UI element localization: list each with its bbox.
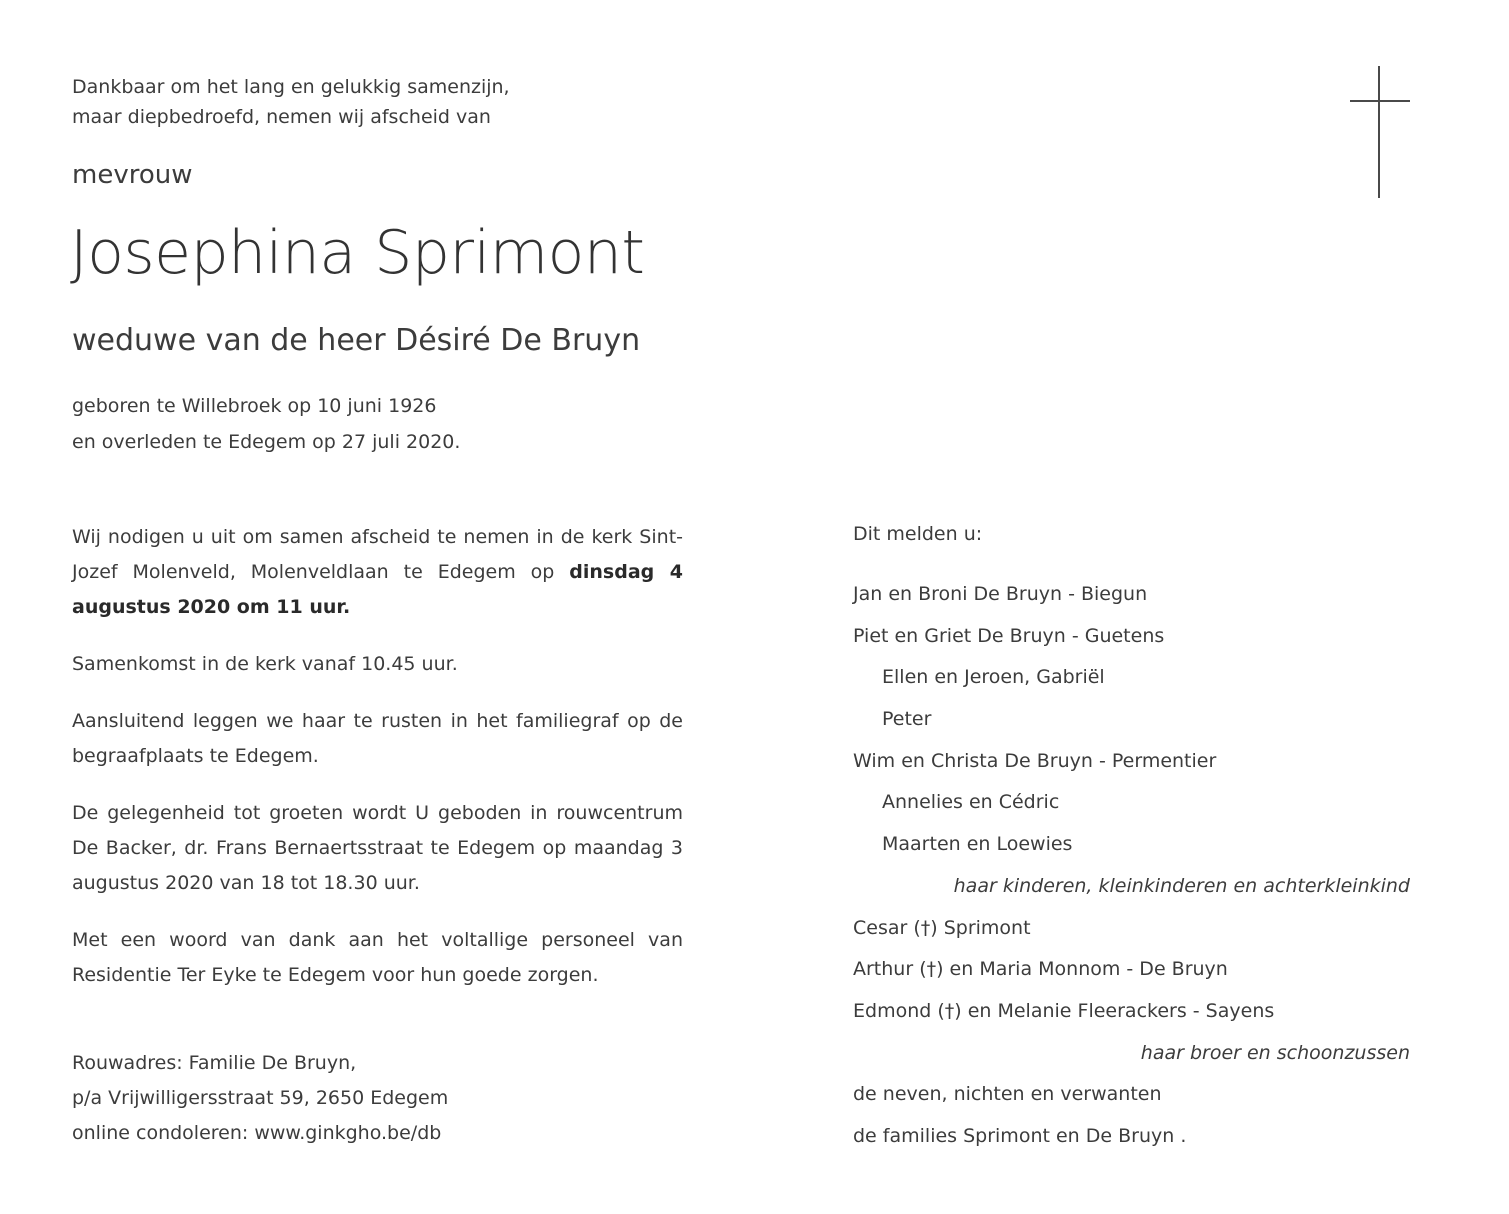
intro-text [72, 72, 510, 132]
family-line: Wim en Christa De Bruyn - Permentier [853, 749, 1217, 772]
family-line: Cesar (†) Sprimont [853, 916, 1031, 939]
mourning-address [72, 1046, 448, 1151]
life-dates [72, 388, 460, 460]
address-line-3: online condoleren: www.ginkgho.be/db [72, 1122, 442, 1144]
family-line: Arthur (†) en Maria Monnom - De Bruyn [853, 958, 1228, 981]
family-header: Dit melden u: [853, 523, 983, 545]
birth-line: geboren te Willebroek op 10 juni 1926 [72, 395, 437, 417]
death-line: en overleden te Edegem op 27 juli 2020. [72, 431, 461, 453]
family-line: Maarten en Loewies [882, 833, 1073, 856]
family-line: de neven, nichten en verwanten [853, 1083, 1162, 1106]
family-list [853, 516, 1413, 1160]
ceremony-details [72, 520, 683, 1015]
visitation-paragraph: De gelegenheid tot groeten wordt U geboden in rouwcentrum De Backer, dr. Frans Bernaertsstraat te Edegem op maandag 3 augustus 2020 van 18 tot 18.30 uur. [72, 802, 683, 894]
intro-line-1: Dankbaar om het lang en gelukkig samenzijn, [72, 76, 510, 98]
family-line: Ellen en Jeroen, Gabriël [882, 666, 1105, 689]
intro-line-2: maar diepbedroefd, nemen wij afscheid van [72, 106, 491, 128]
family-line: Annelies en Cédric [882, 791, 1060, 814]
title-prefix: mevrouw [72, 160, 193, 190]
ceremony-datetime: dinsdag 4 augustus 2020 om 11 uur. [72, 561, 684, 618]
gathering-paragraph: Samenkomst in de kerk vanaf 10.45 uur. [72, 653, 458, 675]
invitation-paragraph [72, 520, 683, 625]
address-line-2: p/a Vrijwilligersstraat 59, 2650 Edegem [72, 1087, 449, 1109]
deceased-name: Josephina Sprimont [70, 218, 645, 288]
thanks-paragraph: Met een woord van dank aan het voltallige personeel van Residentie Ter Eyke te Edegem voor hun goede zorgen. [72, 929, 683, 986]
family-line: Jan en Broni De Bruyn - Biegun [853, 583, 1148, 605]
family-line: Peter [882, 708, 932, 731]
cross-icon [1350, 66, 1410, 198]
family-line: Piet en Griet De Bruyn - Guetens [853, 624, 1165, 647]
family-group-label: haar kinderen, kleinkinderen en achterkleinkind [953, 874, 1410, 897]
invitation-text: Wij nodigen u uit om samen afscheid te nemen in de kerk Sint-Jozef Molenveld, Molenveldlaan te Edegem op [72, 526, 683, 583]
family-group-label: haar broer en schoonzussen [1140, 1041, 1410, 1064]
spouse-line: weduwe van de heer Désiré De Bruyn [72, 323, 641, 358]
burial-paragraph: Aansluitend leggen we haar te rusten in het familiegraf op de begraafplaats te Edegem. [72, 710, 683, 767]
family-line: Edmond (†) en Melanie Fleerackers - Sayens [853, 999, 1275, 1022]
address-line-1: Rouwadres: Familie De Bruyn, [72, 1052, 357, 1074]
family-line: de families Sprimont en De Bruyn . [853, 1124, 1187, 1147]
